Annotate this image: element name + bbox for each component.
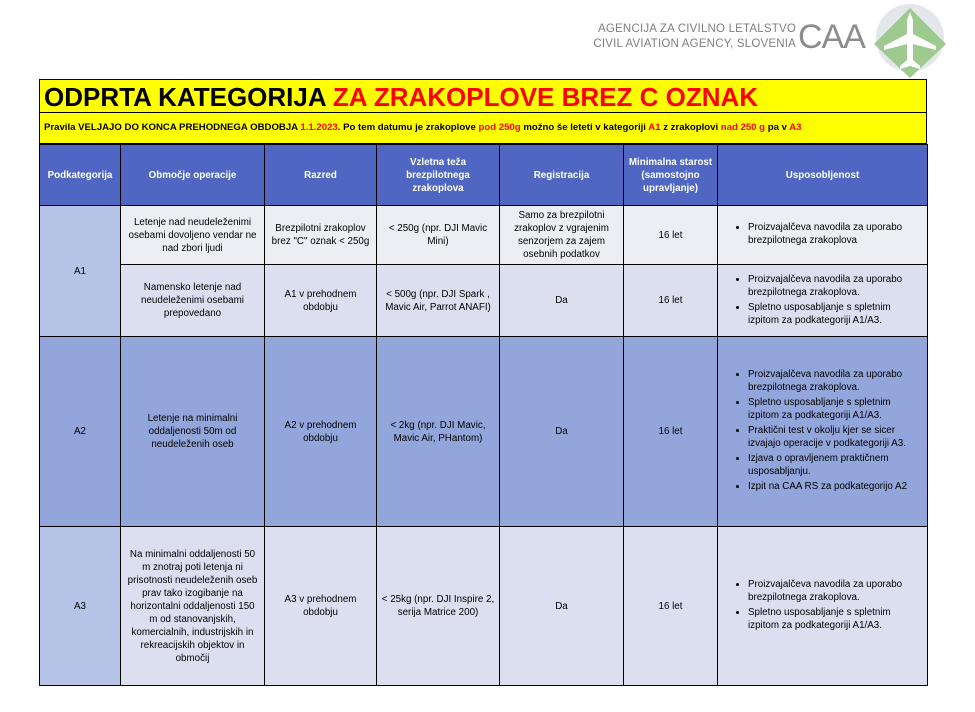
rule-part-3: možno še leteti v kategoriji	[520, 122, 649, 133]
cell-subcategory: A1	[40, 206, 121, 337]
cell-age: 16 let	[624, 337, 718, 527]
requirement-item: • Proizvajalčeva navodila za uporabo brezpilotnega zrakoplova.	[748, 368, 923, 394]
table-row-a3	[40, 527, 928, 686]
cell-requirements	[718, 265, 928, 337]
cell-class: Brezpilotni zrakoplov brez "C" oznak < 250g	[265, 206, 377, 265]
header-teza: Vzletna teža brezpilotnega zrakoplova	[377, 145, 500, 206]
header-starost: Minimalna starost (samostojno upravljanje)	[624, 145, 718, 206]
cell-registration: Da	[500, 527, 624, 686]
cell-age: 16 let	[624, 206, 718, 265]
agency-acronym: CAA	[798, 18, 865, 56]
cell-subcategory: A3	[40, 527, 121, 686]
cell-registration: Da	[500, 265, 624, 337]
title-red-part: ZA ZRAKOPLOVE BREZ C OZNAK	[332, 82, 759, 112]
rule-part-1: Pravila VELJAJO DO KONCA PREHODNEGA OBDOBJA	[44, 122, 301, 133]
header-podkategorija: Podkategorija	[40, 145, 121, 206]
rule-category-a1: A1	[648, 122, 661, 133]
rule-part-4: z zrakoplovi	[660, 122, 721, 133]
rules-banner	[39, 113, 927, 144]
requirement-item: • Praktični test v okolju kjer se sicer izvajajo operacije v podkategoriji A3.	[748, 424, 923, 450]
cell-weight: < 500g (npr. DJI Spark , Mavic Air, Parrot ANAFI)	[377, 265, 500, 337]
requirement-item: • Proizvajalčeva navodila za uporabo brezpilotnega zrakoplova.	[748, 578, 923, 604]
header-razred: Razred	[265, 145, 377, 206]
page-title	[44, 82, 758, 112]
cell-weight: < 2kg (npr. DJI Mavic, Mavic Air, PHantom)	[377, 337, 500, 527]
cell-area: Letenje nad neudeleženimi osebami dovoljeno vendar ne nad zbori ljudi	[121, 206, 265, 265]
requirement-item: • Izpit na CAA RS za podkategorijo A2	[748, 480, 923, 493]
requirement-item: • Spletno usposabljanje s spletnim izpitom za podkategoriji A1/A3.	[748, 606, 923, 632]
cell-requirements	[718, 337, 928, 527]
rule-part-5: pa v	[765, 122, 790, 133]
cell-class: A1 v prehodnem obdobju	[265, 265, 377, 337]
cell-requirements	[718, 206, 928, 265]
cell-registration: Samo za brezpilotni zrakoplov z vgrajenim senzorjem za zajem osebnih podatkov	[500, 206, 624, 265]
requirement-item: • Izjava o opravljenem praktičnem usposabljanju.	[748, 452, 923, 478]
requirement-item: • Spletno usposabljanje s spletnim izpitom za podkategoriji A1/A3.	[748, 396, 923, 422]
cell-requirements	[718, 527, 928, 686]
header-usposobljenost: Usposobljenost	[718, 145, 928, 206]
header-registracija: Registracija	[500, 145, 624, 206]
cell-age: 16 let	[624, 265, 718, 337]
cell-area: Namensko letenje nad neudeleženimi osebami prepovedano	[121, 265, 265, 337]
cell-age: 16 let	[624, 527, 718, 686]
agency-name-slovene: AGENCIJA ZA CIVILNO LETALSTVO	[598, 23, 796, 35]
rule-part-2: . Po tem datumu je zrakoplove	[337, 122, 479, 133]
header-row	[40, 145, 928, 206]
cell-area: Na minimalni oddaljenosti 50 m znotraj poti letenja ni prisotnosti neudeleženih oseb prav tako izogibanje na horizontalni oddaljenosti 150 m od stanovanjskih, komercialnih, industrijskih in rekreacijskih objektov in območij	[121, 527, 265, 686]
title-banner	[39, 79, 927, 113]
cell-registration: Da	[500, 337, 624, 527]
cell-area: Letenje na minimalni oddaljenosti 50m od neudeleženih oseb	[121, 337, 265, 527]
cell-subcategory: A2	[40, 337, 121, 527]
rules-text	[44, 122, 801, 133]
airplane-diamond-icon	[870, 4, 950, 80]
table-row-a1-second	[40, 265, 928, 337]
rule-weight-under: pod 250g	[478, 122, 521, 133]
requirement-item: • Proizvajalčeva navodila za uporabo brezpilotnega zrakoplova.	[748, 273, 923, 299]
table-row-a2	[40, 337, 928, 527]
requirement-item: • Proizvajalčeva navodila za uporabo brezpilotnega zrakoplova	[748, 221, 923, 247]
rule-category-a3: A3	[789, 122, 802, 133]
cell-weight: < 250g (npr. DJI Mavic Mini)	[377, 206, 500, 265]
cell-class: A3 v prehodnem obdobju	[265, 527, 377, 686]
rule-date: 1.1.2023	[300, 122, 338, 133]
requirement-item: • Spletno usposabljanje s spletnim izpitom za podkategoriji A1/A3.	[748, 301, 923, 327]
agency-name-english: CIVIL AVIATION AGENCY, SLOVENIA	[593, 38, 796, 50]
agency-name	[560, 22, 796, 52]
header-obmocje: Območje operacije	[121, 145, 265, 206]
categories-table	[39, 144, 928, 686]
cell-class: A2 v prehodnem obdobju	[265, 337, 377, 527]
table-row-a1-first	[40, 206, 928, 265]
title-black-part: ODPRTA KATEGORIJA	[44, 82, 333, 112]
rule-weight-over: nad 250 g	[720, 122, 766, 133]
cell-weight: < 25kg (npr. DJI Inspire 2, serija Matrice 200)	[377, 527, 500, 686]
